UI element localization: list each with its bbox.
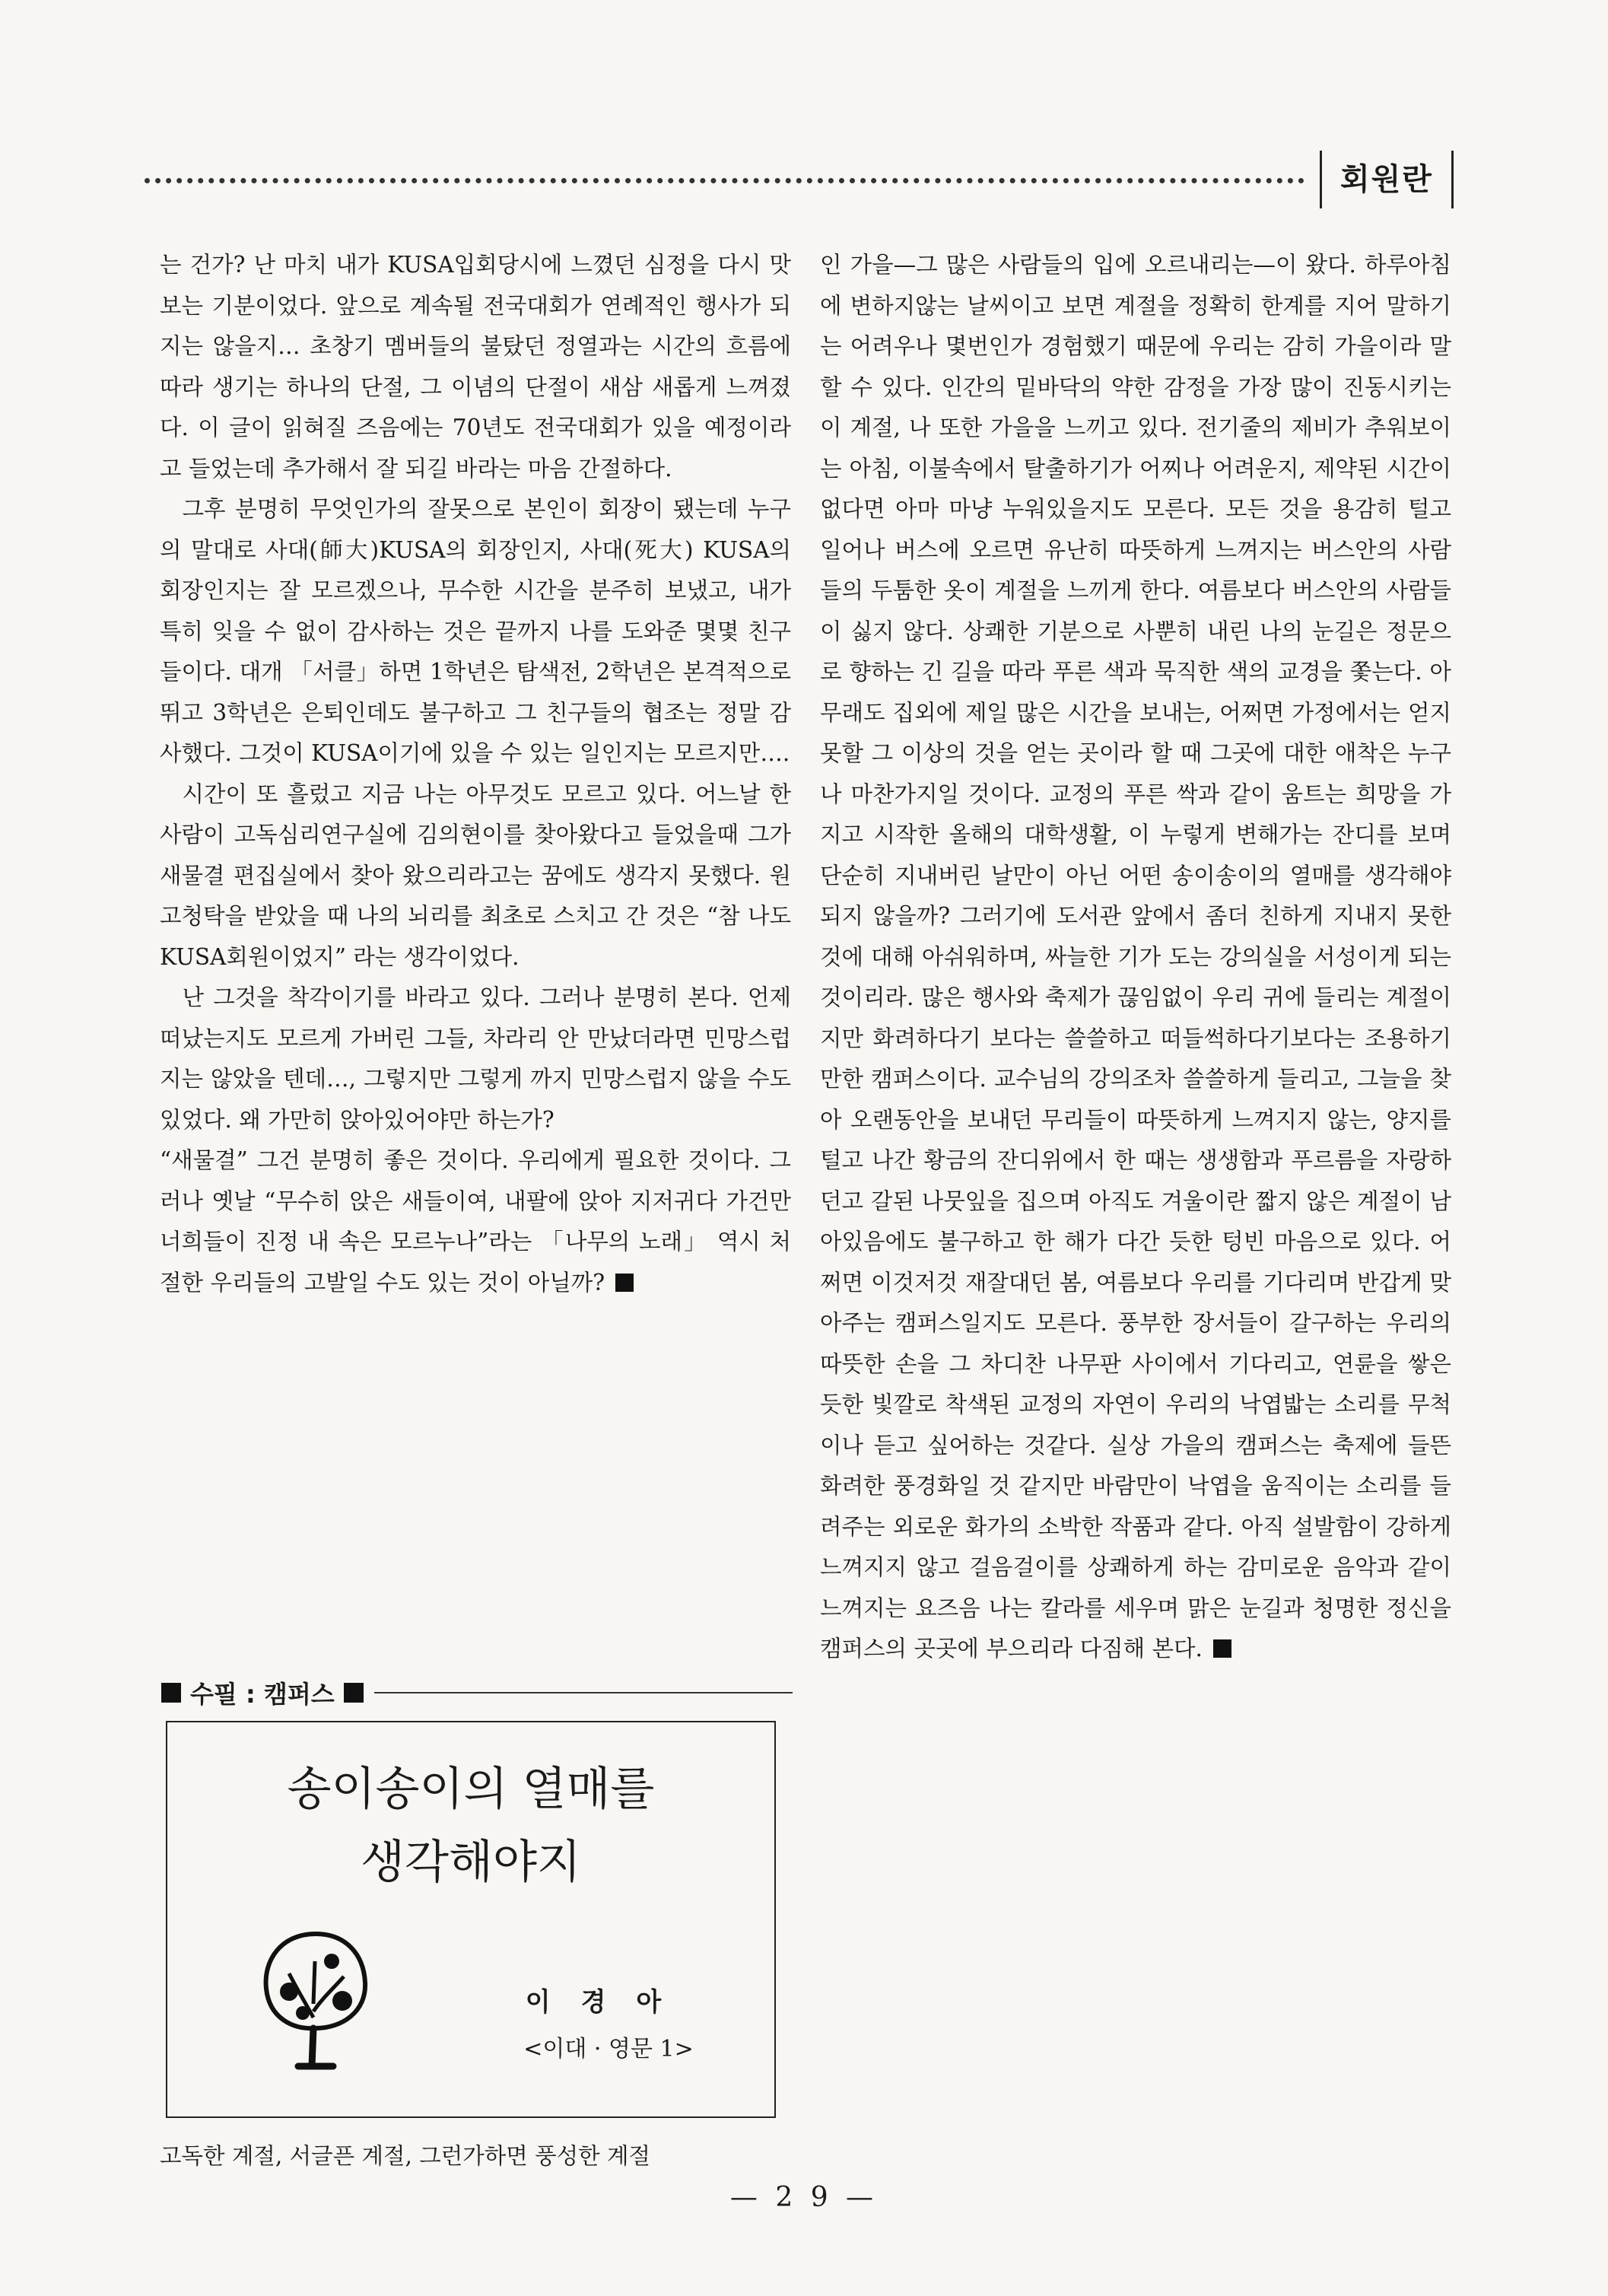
section-label-text: 회원란	[1340, 162, 1433, 197]
square-bullet-icon	[344, 1683, 364, 1703]
left-column	[160, 245, 791, 1303]
page-number: — 2 9 —	[729, 2182, 879, 2213]
paragraph: 그후 분명히 무엇인가의 잘못으로 본인이 회장이 됐는데 누구의 말대로 사대(師大)KUSA의 회장인지, 사대(死大) KUSA의 회장인지는 잘 모르겠으나, 무수한 시간을 분주히 보냈고, 내가 특히 잊을 수 없이 감사하는 것은 끝까지 나를 도와준 몇몇 친구들이다. 대개 「서클」하면 1학년은 탐색전, 2학년은 본격적으로 뛰고 3학년은 은퇴인데도 불구하고 그 친구들의 협조는 정말 감사했다. 그것이 KUSA이기에 있을 수 있는 일인지는 모르지만….	[160, 496, 791, 766]
right-column	[820, 245, 1451, 1670]
paragraph-last	[160, 1140, 791, 1303]
paragraph-text: 인 가을—그 많은 사람들의 입에 오르내리는—이 왔다. 하루아침에 변하지않는 날씨이고 보면 계절을 정확히 한계를 지어 말하기는 어려우나 몇번인가 경험했기 때문에 우리는 감히 가을이라 말할 수 있다. 인간의 밑바닥의 약한 감정을 가장 많이 진동시키는 이 계절, 나 또한 가을을 느끼고 있다. 전기줄의 제비가 추워보이는 아침, 이불속에서 탈출하기가 어찌나 어려운지, 제약된 시간이 없다면 아마 마냥 누워있을지도 모른다. 모든 것을 용감히 털고 일어나 버스에 오르면 유난히 따뜻하게 느껴지는 버스안의 사람들의 두툼한 옷이 계절을 느끼게 한다. 여름보다 버스안의 사람들이 싫지 않다. 상쾌한 기분으로 사뿐히 내린 나의 눈길은 정문으로 향하는 긴 길을 따라 푸른 색과 묵직한 색의 교경을 쫓는다. 아무래도 집외에 제일 많은 시간을 보내는, 어쩌면 가정에서는 얻지 못할 그 이상의 것을 얻는 곳이라 할 때 그곳에 대한 애착은 누구나 마찬가지일 것이다. 교정의 푸른 싹과 같이 움트는 희망을 가지고 시작한 올해의 대학생활, 이 누렇게 변해가는 잔디를 보며 단순히 지내버린 날만이 아닌 어떤 송이송이의 열매를 생각해야되지 않을까? 그러기에 도서관 앞에서 좀더 친하게 지내지 못한 것에 대해 아쉬워하며, 싸늘한 기가 도는 강의실을 서성이게 되는 것이리라. 많은 행사와 축제가 끊임없이 우리 귀에 들리는 계절이지만 화려하다기 보다는 쓸쓸하고 떠들썩하다기보다는 조용하기만한 캠퍼스이다. 교수님의 강의조차 쓸쓸하게 들리고, 그늘을 찾아 오랜동안을 보내던 무리들이 따뜻하게 느껴지지 않는, 양지를 털고 나간 황금의 잔디위에서 한 때는 생생함과 푸르름을 자랑하던고 갈된 나뭇잎을 집으며 아직도 겨울이란 짧지 않은 계절이 남아있음에도 불구하고 한 해가 다간 듯한 텅빈 마음으로 있다. 어쩌면 이것저것 재잘대던 봄, 여름보다 우리를 기다리며 반갑게 맞아주는 캠퍼스일지도 모른다. 풍부한 장서들이 갈구하는 우리의 따뜻한 손을 그 차디찬 나무판 사이에서 기다리고, 연륜을 쌓은 듯한 빛깔로 착색된 교정의 자연이 우리의 낙엽밟는 소리를 무척이나 듣고 싶어하는 것같다. 실상 가을의 캠퍼스는 축제에 들뜬 화려한 풍경화일 것 같지만 바람만이 낙엽을 움직이는 소리를 들려주는 외로운 화가의 소박한 작품과 같다. 아직 설발함이 강하게 느껴지지 않고 걸음걸이를 상쾌하게 하는 감미로운 음악과 같이 느껴지는 요즈음 나는 칼라를 세우며 맑은 눈길과 청명한 정신을 캠퍼스의 곳곳에 부으리라 다짐해 본다.	[820, 252, 1451, 1662]
header-rule	[145, 178, 1305, 183]
paragraph-text: “새물결” 그건 분명히 좋은 것이다. 우리에게 필요한 것이다. 그러나 옛날 “무수히 앉은 새들이여, 내팔에 앉아 지저귀다 가건만 너희들이 진정 내 속은 모르누나”라는 「나무의 노래」 역시 처절한 우리들의 고발일 수도 있는 것이 아닐까?	[160, 1147, 791, 1296]
square-bullet-icon	[161, 1683, 181, 1703]
end-mark-icon	[615, 1274, 634, 1292]
end-mark-icon	[1213, 1639, 1231, 1658]
essay-label	[161, 1674, 793, 1712]
essay-title-line: 생각해야지	[361, 1836, 581, 1889]
tree-illustration-icon	[259, 1928, 373, 2072]
author-name: 이경아	[525, 1987, 692, 2018]
essay-title-box	[166, 1721, 776, 2118]
essay-first-line: 고독한 계절, 서글픈 계절, 그런가하면 풍성한 계절	[160, 2143, 650, 2169]
author-affiliation: <이대 · 영문 1>	[523, 2036, 694, 2062]
essay-title-line: 송이송이의 열매를	[287, 1763, 655, 1816]
paragraph-last	[820, 245, 1451, 1670]
paragraph: 난 그것을 착각이기를 바라고 있다. 그러나 분명히 본다. 언제 떠났는지도 모르게 가버린 그들, 차라리 안 만났더라면 민망스럽지는 않았을 텐데…, 그렇지만 그렇게 까지 민망스럽지 않을 수도 있었다. 왜 가만히 앉아있어야만 하는가?	[160, 984, 791, 1133]
essay-label-rule	[374, 1692, 793, 1693]
paragraph: 는 건가? 난 마치 내가 KUSA입회당시에 느꼈던 심정을 다시 맛보는 기분이었다. 앞으로 계속될 전국대회가 연례적인 행사가 되지는 않을지… 초창기 멤버들의 불탔던 정열과는 시간의 흐름에 따라 생기는 하나의 단절, 그 이념의 단절이 새삼 새롭게 느껴졌다. 이 글이 읽혀질 즈음에는 70년도 전국대회가 있을 예정이라고 들었는데 추가해서 잘 되길 바라는 마음 간절하다.	[160, 252, 791, 482]
essay-title	[167, 1753, 774, 1899]
paragraph: 시간이 또 흘렀고 지금 나는 아무것도 모르고 있다. 어느날 한 사람이 고독심리연구실에 김의현이를 찾아왔다고 들었을때 그가 새물결 편집실에서 찾아 왔으리라고는 꿈에도 생각지 못했다. 원고청탁을 받았을 때 나의 뇌리를 최초로 스치고 간 것은 “참 나도 KUSA회원이었지” 라는 생각이었다.	[160, 781, 791, 970]
section-label	[1320, 151, 1454, 208]
essay-label-text: 수필 : 캠퍼스	[190, 1680, 335, 1709]
